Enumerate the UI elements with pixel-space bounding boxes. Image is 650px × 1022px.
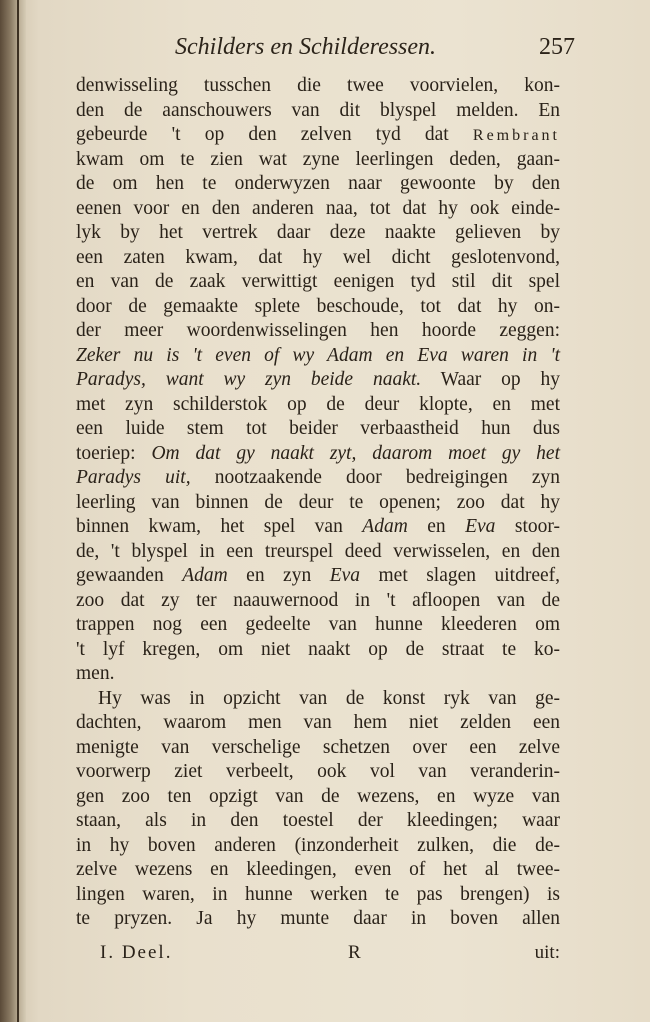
text-line: een luide stem tot beider verbaastheid hun dus: [76, 418, 560, 439]
text-line: denwisseling tusschen die twee voorvielen, kon-: [76, 75, 560, 96]
text-line: men.: [76, 663, 115, 684]
text-line: trappen nog een gedeelte van hunne kleederen om: [76, 614, 560, 635]
page-footer: [100, 942, 560, 970]
text-line: gen zoo ten opzigt van de wezens, en wyze van: [76, 785, 560, 807]
text-line: staan, als in den toestel der kleedingen; waar: [76, 810, 560, 831]
text-line: een zaten kwam, dat hy wel dicht geslotenvond,: [76, 246, 560, 268]
page-number: 257: [539, 34, 575, 60]
text-line: den de aanschouwers van dit blyspel melden. En: [76, 99, 560, 121]
text-line: eenen voor en den anderen naa, tot dat hy ook einde-: [76, 197, 560, 219]
text-line: zelve wezens en kleedingen, even of het al twee-: [76, 859, 560, 880]
text-line: de om hen te onderwyzen naar gewoonte by den: [76, 173, 560, 194]
text-line: leerling van binnen de deur te openen; zoo dat hy: [76, 491, 560, 513]
text-line: zoo dat zy ter naauwernood in 't afloopen van de: [76, 589, 560, 611]
text-line: binnen kwam, het spel van Adam en Eva stoor-: [76, 516, 560, 537]
volume-signature: I. Deel.: [100, 942, 173, 963]
text-line: 't lyf kregen, om niet naakt op de straat te ko-: [76, 638, 560, 660]
text-line: menigte van verschelige schetzen over een zelve: [76, 736, 560, 758]
name-rembrant: Rembrant: [472, 127, 560, 144]
text-line: de, 't blyspel in een treurspel deed verwisselen, en den: [76, 540, 560, 562]
running-title: Schilders en Schilderessen.: [175, 34, 437, 60]
text-line: in hy boven anderen (inzonderheit zulken, die de-: [76, 834, 560, 856]
italic-quote-line: Zeker nu is 't even of wy Adam en Eva waren in 't: [76, 344, 560, 366]
text-line: lyk by het vertrek daar deze naakte gelieven by: [76, 222, 560, 243]
text-line: Paradys uit, nootzaakende door bedreigingen zyn: [76, 467, 560, 488]
text-line: te pryzen. Ja hy munte daar in boven allen: [76, 908, 560, 929]
binding-edge-line: [17, 0, 19, 1022]
text-line: der meer woordenwisselingen hen hoorde zeggen:: [76, 320, 560, 341]
text-line: Paradys, want wy zyn beide naakt. Waar op hy: [76, 369, 561, 390]
text-line: dachten, waarom men van hem niet zelden een: [76, 712, 560, 733]
text-line: gebeurde 't op den zelven tyd dat Rembrant: [76, 124, 560, 145]
paragraph-start-line: Hy was in opzicht van de konst ryk van ge-: [98, 687, 560, 709]
text-line: lingen waren, in hunne werken te pas brengen) is: [76, 883, 560, 905]
text-line: door de gemaakte splete beschoude, tot dat hy on-: [76, 295, 560, 317]
text-line: met zyn schilderstok op de deur klopte, en met: [76, 393, 560, 415]
catchword: uit:: [534, 942, 560, 963]
text-line: gewaanden Adam en zyn Eva met slagen uitdreef,: [76, 565, 561, 586]
text-line: en van de zaak verwittigt eenigen tyd stil dit spel: [76, 271, 560, 292]
gathering-mark: R: [348, 942, 361, 963]
text-line: kwam om te zien wat zyne leerlingen deden, gaan-: [76, 148, 560, 170]
body-text: [76, 74, 560, 932]
book-binding: [0, 0, 26, 1022]
text-line: voorwerp ziet verbeelt, ook vol van veranderin-: [76, 761, 560, 782]
text-line: toeriep: Om dat gy naakt zyt, daarom moet gy het: [76, 442, 560, 464]
page-header: [175, 30, 575, 66]
